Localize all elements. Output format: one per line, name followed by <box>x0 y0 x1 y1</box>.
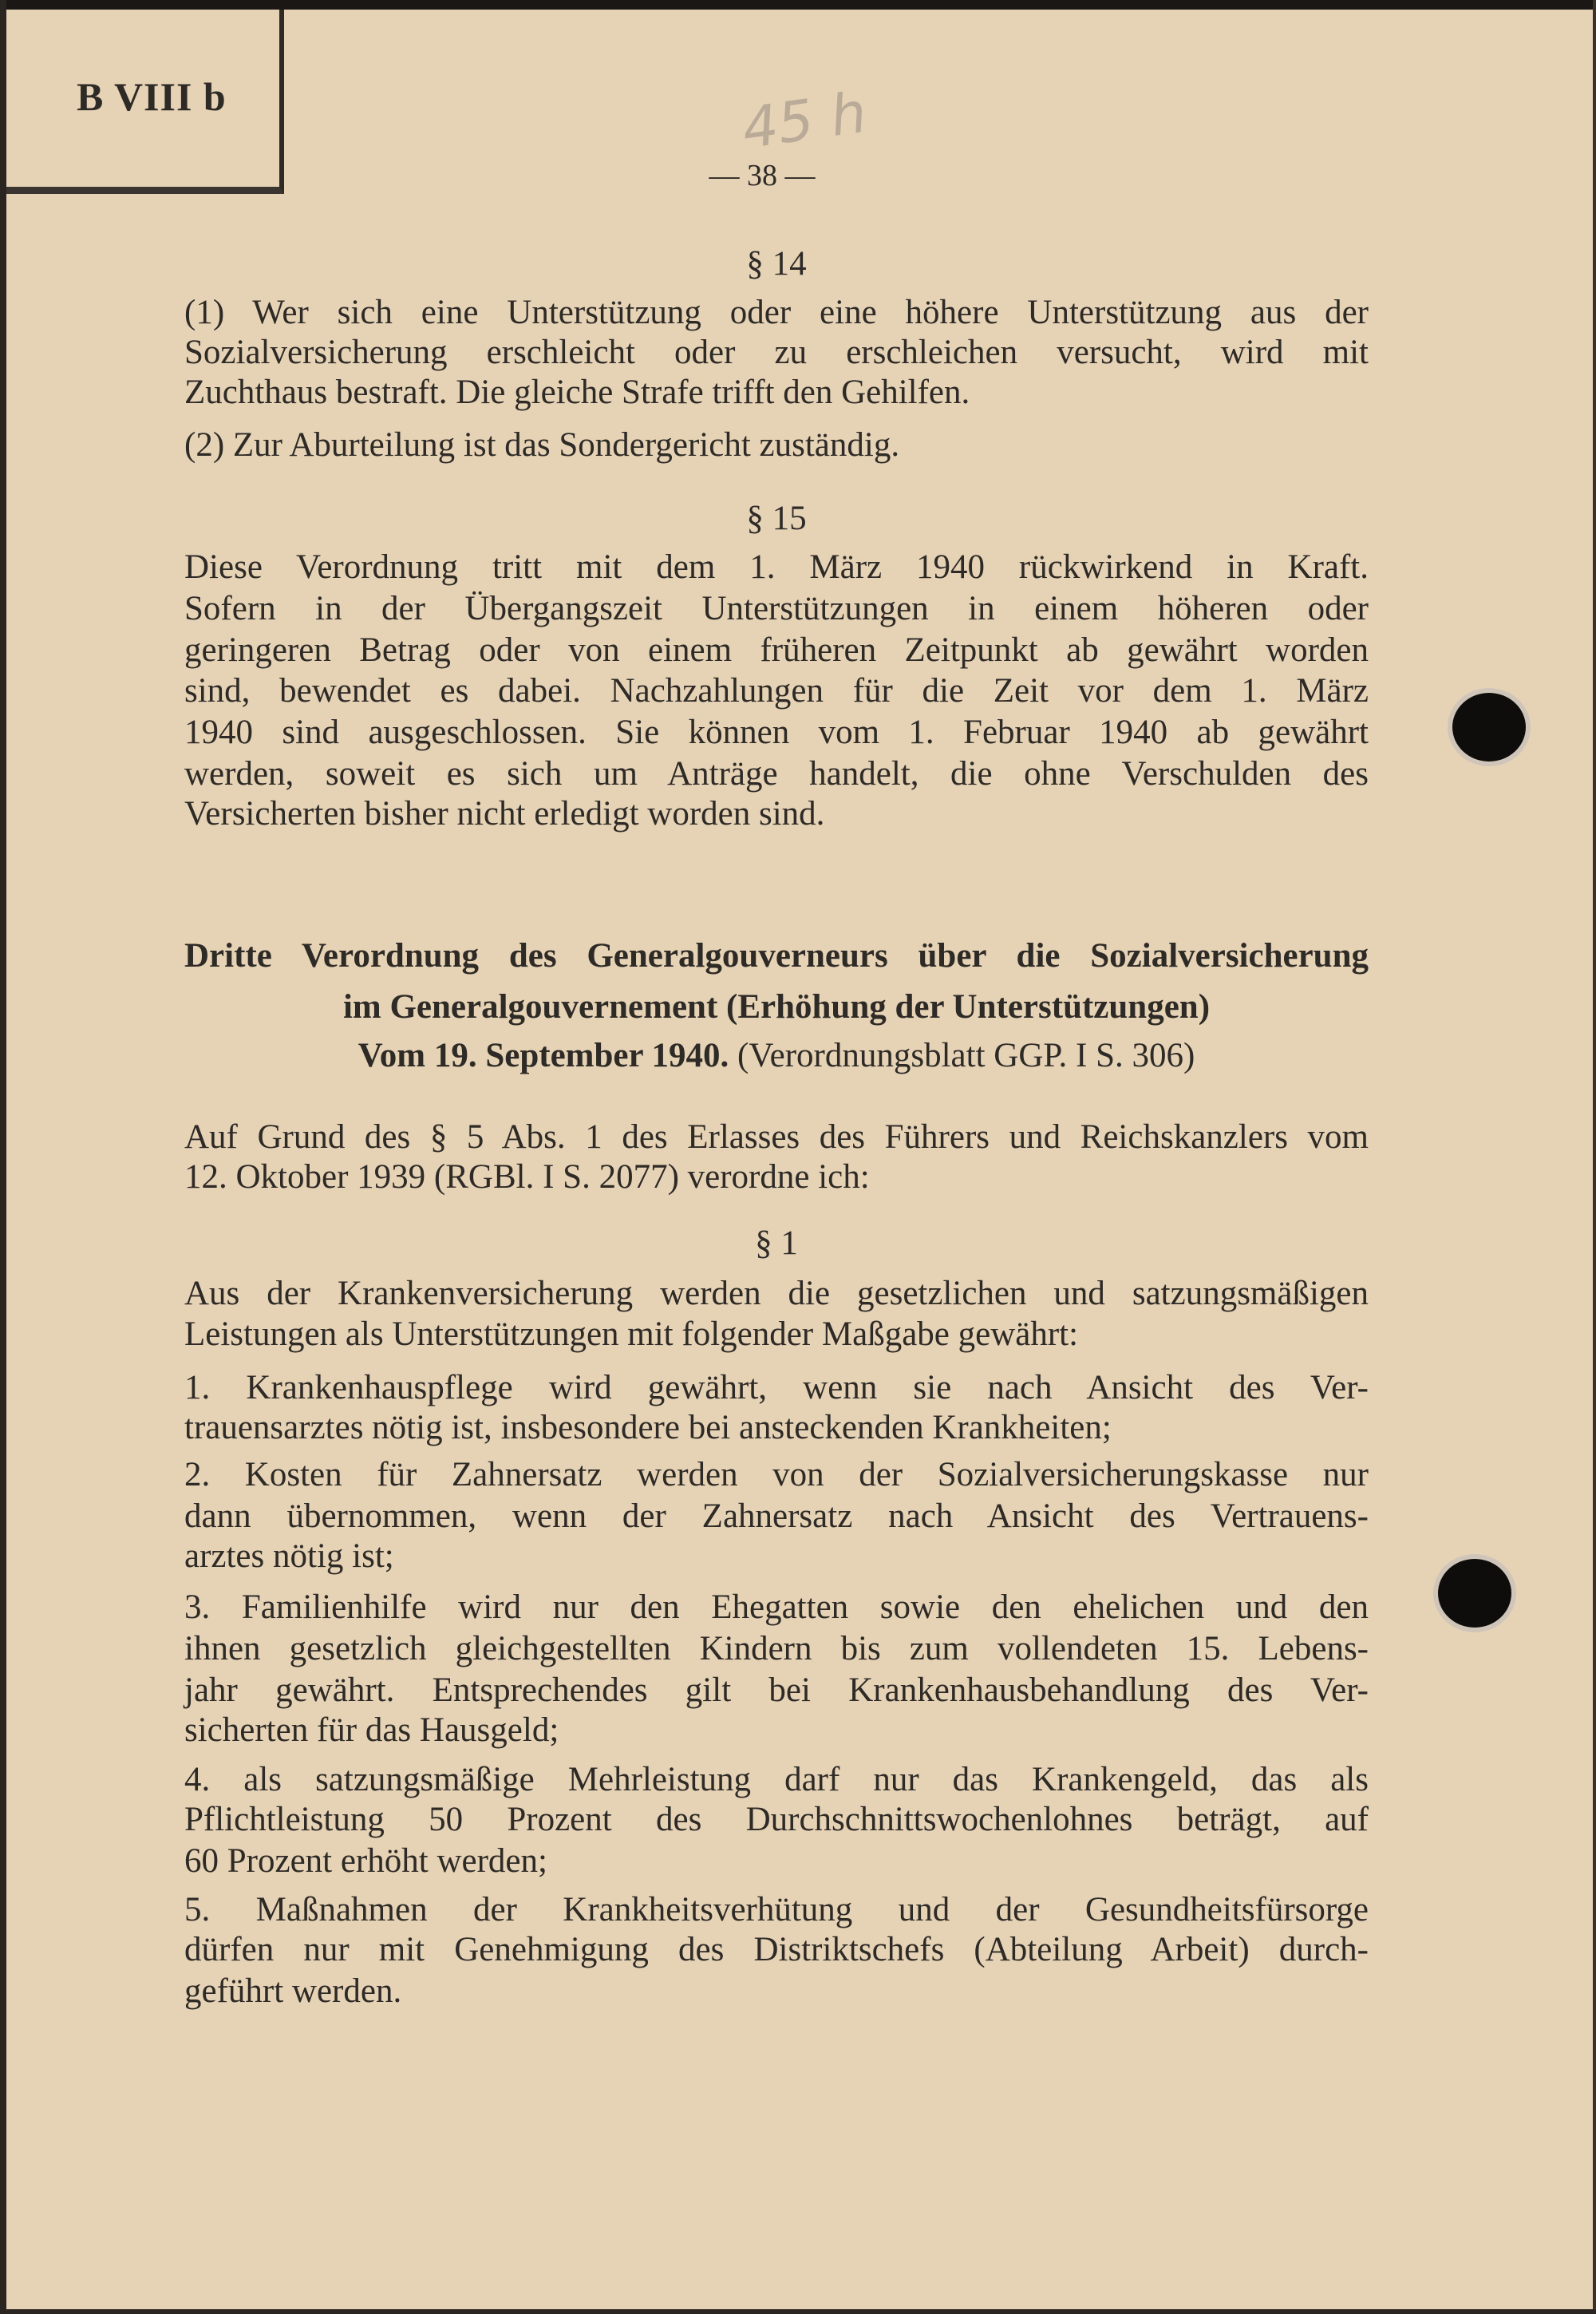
title-date: Vom 19. September 1940. <box>358 1037 729 1074</box>
sec14-para1-line: Zuchthaus bestraft. Die gleiche Strafe trifft den Gehilfen. <box>184 374 970 411</box>
scan-border-left <box>0 0 6 2314</box>
sec1-item-1-line: trauensarztes nötig ist, insbesondere bei ansteckenden Krankheiten; <box>184 1409 1112 1446</box>
sec14-para2-line: (2) Zur Aburteilung ist das Sondergericht zuständig. <box>184 426 900 464</box>
section-heading-15: § 15 <box>746 500 807 537</box>
preamble-line: Auf Grund des § 5 Abs. 1 des Erlasses des Führers und Reichskanzlers vom <box>184 1118 1369 1156</box>
sec1-item-3-line: 3. Familienhilfe wird nur den Ehegatten sowie den ehelichen und den <box>184 1588 1369 1626</box>
sec1-item-2-line: arztes nötig ist; <box>184 1537 394 1575</box>
sec1-item-5-line: geführt werden. <box>184 1972 402 2010</box>
title-line-3 <box>292 1036 1261 1076</box>
pencil-note: 45 h <box>738 79 871 162</box>
section-heading-14: § 14 <box>746 245 807 283</box>
sec1-item-1-line: 1. Krankenhauspflege wird gewährt, wenn sie nach Ansicht des Ver- <box>184 1369 1369 1406</box>
punch-hole-icon <box>1452 693 1526 761</box>
sec15-para1-line: sind, bewendet es dabei. Nachzahlungen für die Zeit vor dem 1. März <box>184 672 1369 710</box>
sec15-para1-line: Versicherten bisher nicht erledigt worden sind. <box>184 795 825 833</box>
page-number: — 38 — <box>709 159 816 192</box>
sec15-para1-line: Diese Verordnung tritt mit dem 1. März 1940 rückwirkend in Kraft. <box>184 548 1369 586</box>
sec1-intro-line: Leistungen als Unterstützungen mit folgender Maßgabe gewährt: <box>184 1315 1079 1353</box>
title-line-2: im Generalgouvernement (Erhöhung der Unterstützungen) <box>342 988 1211 1026</box>
sec1-item-4-line: 60 Prozent erhöht werden; <box>184 1842 547 1880</box>
sec1-item-5-line: dürfen nur mit Genehmigung des Distriktschefs (Abteilung Arbeit) durch- <box>184 1931 1369 1968</box>
scan-border-top <box>0 0 1596 10</box>
sec14-para1-line: (1) Wer sich eine Unterstützung oder eine höhere Unterstützung aus der <box>184 294 1369 331</box>
sec1-item-5-line: 5. Maßnahmen der Krankheitsverhütung und der Gesundheitsfürsorge <box>184 1891 1369 1928</box>
punch-hole-icon <box>1438 1559 1511 1628</box>
sec15-para1-line: werden, soweit es sich um Anträge handelt, die ohne Verschulden des <box>184 755 1369 793</box>
margin-label: B VIII b <box>77 74 227 119</box>
sec1-item-3-line: jahr gewährt. Entsprechendes gilt bei Krankenhausbehandlung des Ver- <box>184 1671 1369 1709</box>
sec14-para1-line: Sozialversicherung erschleicht oder zu erschleichen versucht, wird mit <box>184 334 1369 371</box>
sec1-item-3-line: sicherten für das Hausgeld; <box>184 1711 559 1749</box>
section-heading-1: § 1 <box>755 1224 798 1262</box>
scan-border-bottom <box>0 2309 1596 2314</box>
title-line-1: Dritte Verordnung des Generalgouverneurs über die Sozialversicherung <box>184 937 1369 975</box>
sec1-item-2-line: dann übernommen, wenn der Zahnersatz nach Ansicht des Vertrauens- <box>184 1497 1369 1535</box>
sec1-intro-line: Aus der Krankenversicherung werden die gesetzlichen und satzungsmäßigen <box>184 1275 1369 1312</box>
sec15-para1-line: Sofern in der Übergangszeit Unterstützungen in einem höheren oder <box>184 590 1369 627</box>
sec15-para1-line: 1940 sind ausgeschlossen. Sie können vom 1. Februar 1940 ab gewährt <box>184 714 1369 751</box>
sec1-item-3-line: ihnen gesetzlich gleichgestellten Kindern bis zum vollendeten 15. Lebens- <box>184 1630 1369 1667</box>
sec1-item-2-line: 2. Kosten für Zahnersatz werden von der Sozialversicherungskasse nur <box>184 1456 1369 1493</box>
sec15-para1-line: geringeren Betrag oder von einem früheren Zeitpunkt ab gewährt worden <box>184 631 1369 669</box>
scan-border-right <box>1593 0 1596 2314</box>
title-source: (Verordnungsblatt GGP. I S. 306) <box>729 1037 1195 1074</box>
preamble-line: 12. Oktober 1939 (RGBl. I S. 2077) verordne ich: <box>184 1158 870 1196</box>
sec1-item-4-line: Pflichtleistung 50 Prozent des Durchschnittswochenlohnes beträgt, auf <box>184 1801 1369 1838</box>
sec1-item-4-line: 4. als satzungsmäßige Mehrleistung darf nur das Krankengeld, das als <box>184 1761 1369 1798</box>
